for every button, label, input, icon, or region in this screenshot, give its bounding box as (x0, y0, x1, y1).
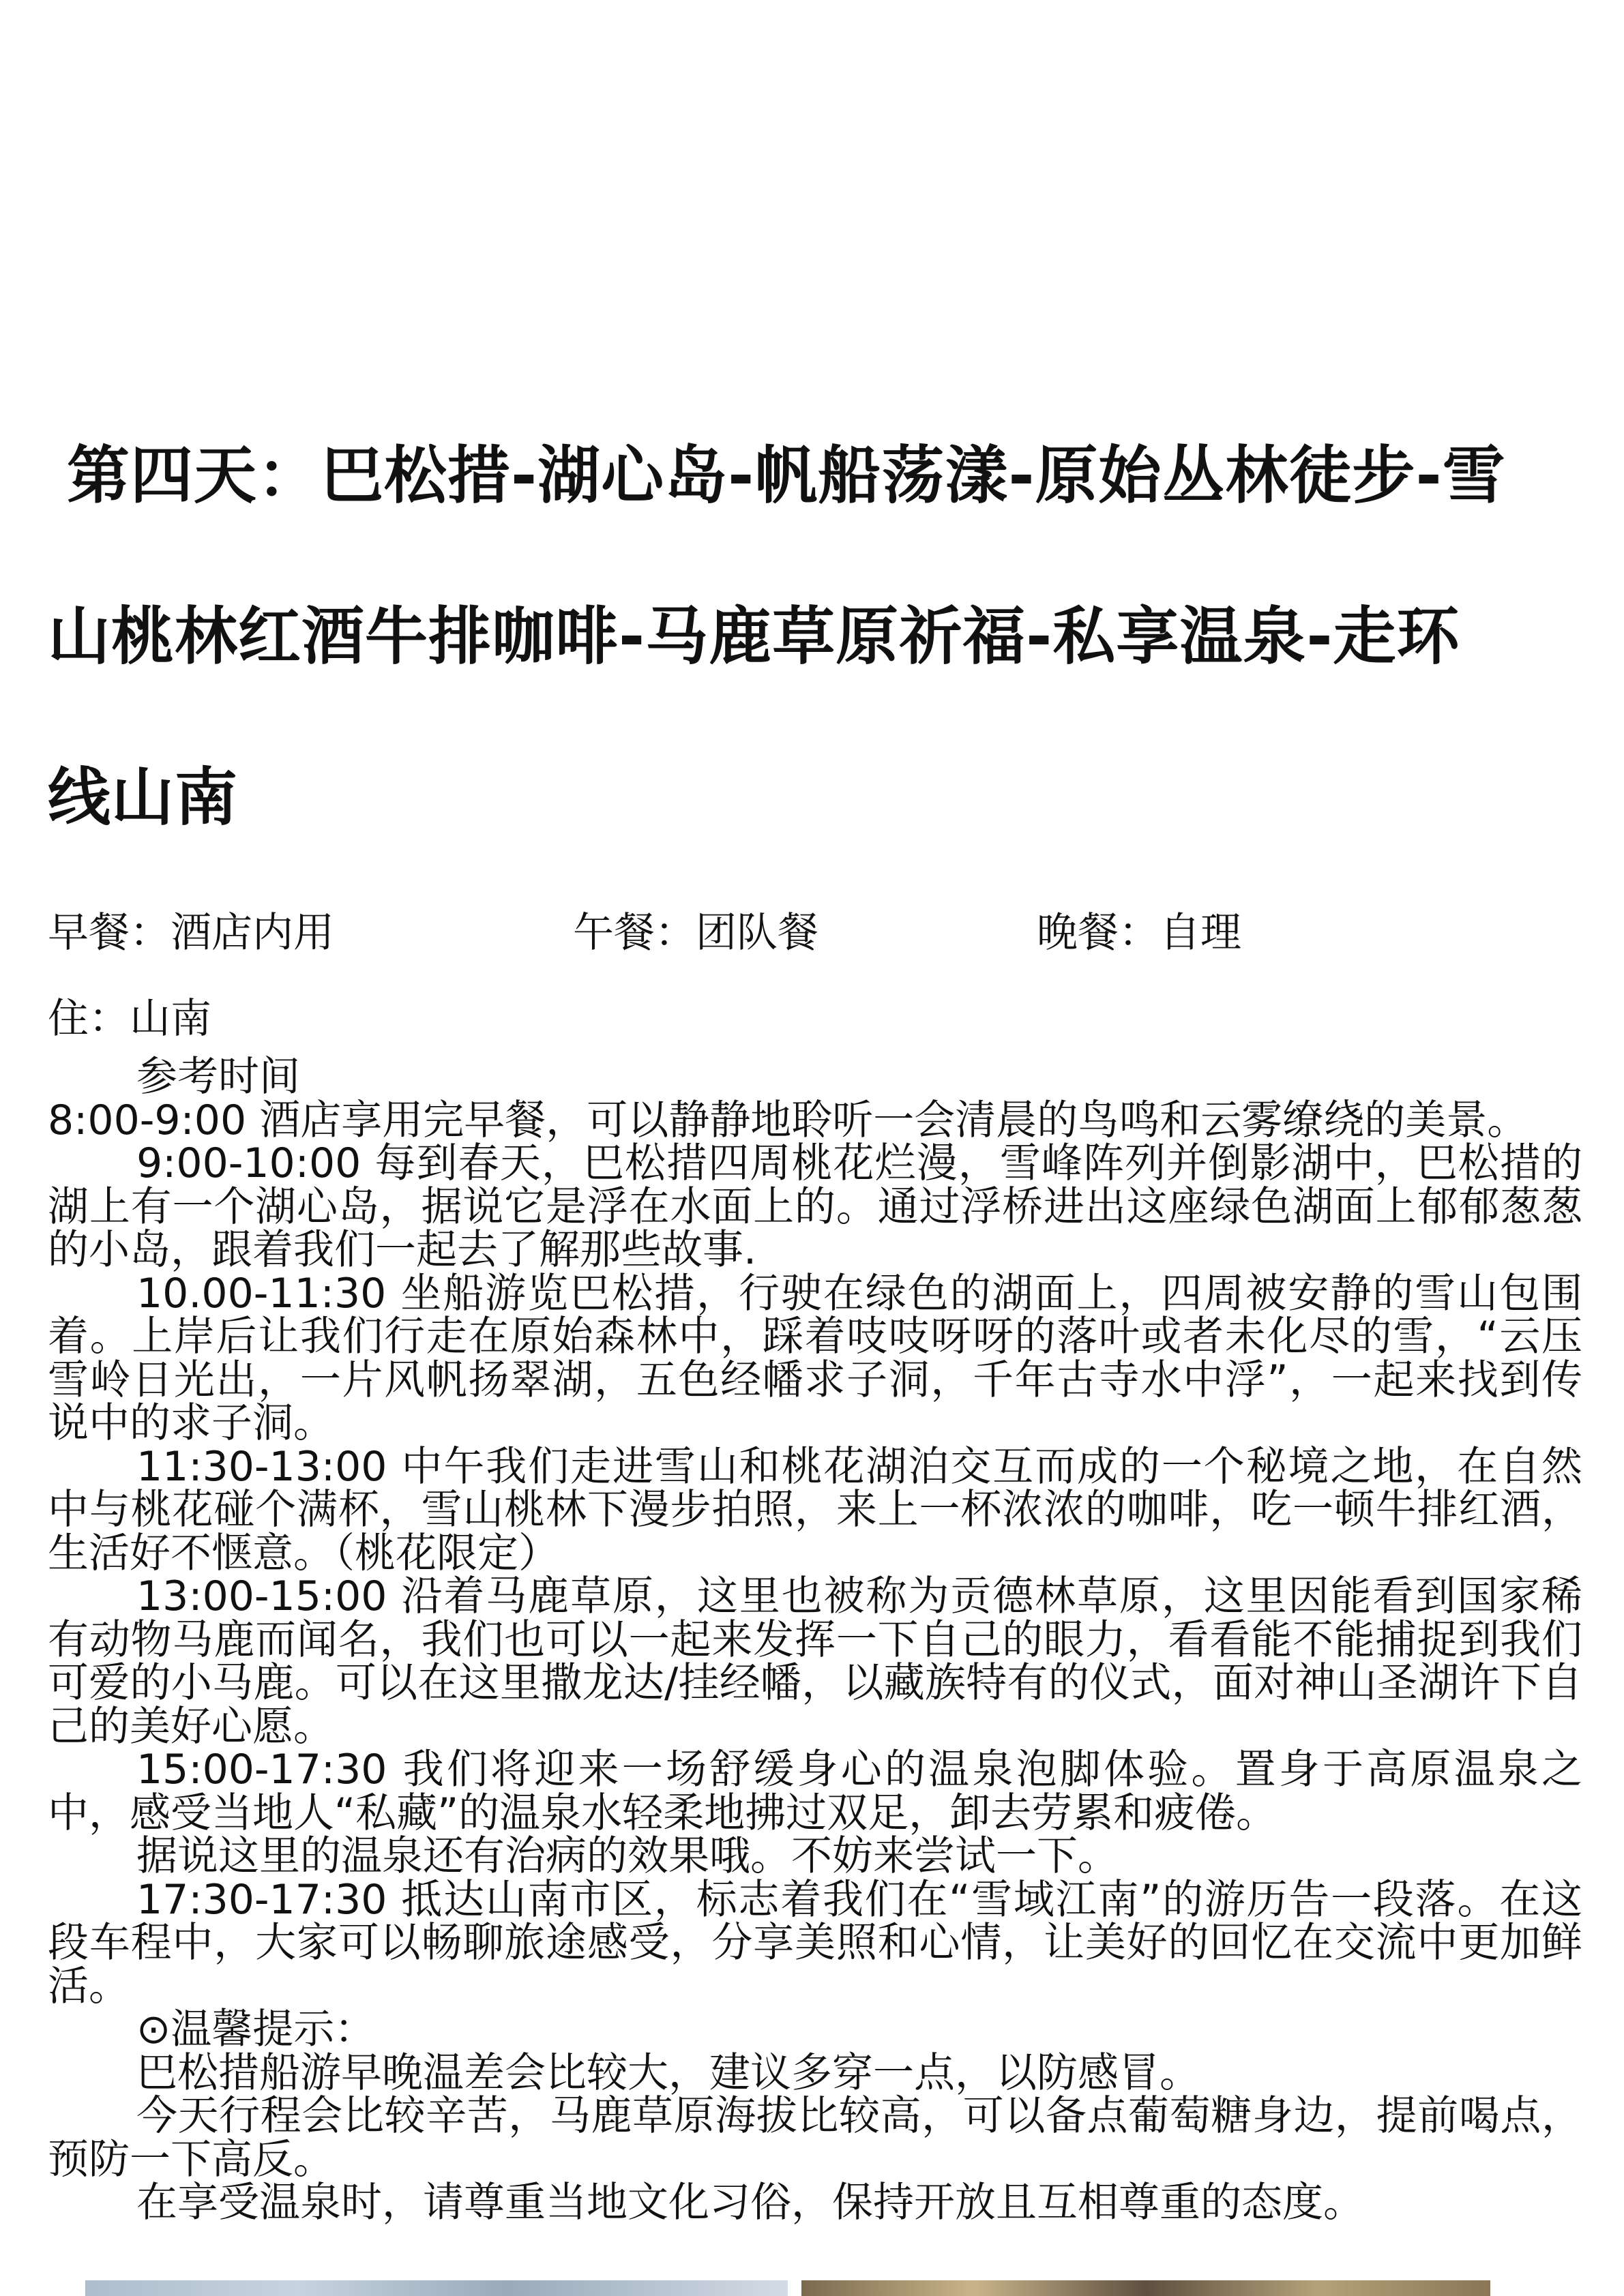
day-title-line-2: 山桃林红酒牛排咖啡-马鹿草原祈福-私享温泉-走环 (48, 600, 1460, 673)
meals-row (48, 906, 1582, 960)
landscape-photo (801, 2280, 1490, 2296)
itinerary-paragraph: 17:30-17:30 抵达山南市区，标志着我们在“雪域江南”的游历告一段落。在这段车程中，大家可以畅聊旅途感受，分享美照和心情，让美好的回忆在交流中更加鲜活。 (48, 1875, 1582, 2010)
lunch-info: 午餐：团队餐 (573, 909, 818, 957)
itinerary-paragraph: 13:00-15:00 沿着马鹿草原，这里也被称为贡德林草原，这里因能看到国家稀有动物马鹿而闻名，我们也可以一起来发挥一下自己的眼力，看看能不能捕捉到我们可爱的小马鹿。可以在这里撒龙达/挂经幡，以藏族特有的仪式，面对神山圣湖许下自己的美好心愿。 (48, 1572, 1582, 1750)
itinerary-paragraph: 10.00-11:30 坐船游览巴松措，行驶在绿色的湖面上，四周被安静的雪山包围着。上岸后让我们行走在原始森林中，踩着吱吱呀呀的落叶或者未化尽的雪，“云压雪岭日光出，一片风帆扬翠湖，五色经幡求子洞，千年古寺水中浮”，一起来找到传说中的求子洞。 (48, 1269, 1582, 1447)
accommodation-info: 住：山南 (48, 995, 211, 1043)
photo-strip (0, 2280, 1624, 2296)
itinerary-paragraph: 9:00-10:00 每到春天，巴松措四周桃花烂漫，雪峰阵列并倒影湖中，巴松措的湖上有一个湖心岛，据说它是浮在水面上的。通过浮桥进出这座绿色湖面上郁郁葱葱的小岛，跟着我们一起去了解那些故事. (48, 1139, 1582, 1274)
itinerary-body (48, 1053, 1582, 2226)
day-title (48, 396, 1582, 878)
itinerary-paragraph: 15:00-17:30 我们将迎来一场舒缓身心的温泉泡脚体验。置身于高原温泉之中，感受当地人“私藏”的温泉水轻柔地拂过双足，卸去劳累和疲倦。 (48, 1746, 1582, 1837)
tip-item: 巴松措船游早晚温差会比较大，建议多穿一点，以防感冒。 (136, 2048, 1200, 2097)
tip-item: 今天行程会比较辛苦，马鹿草原海拔比较高，可以备点葡萄糖身边，提前喝点，预防一下高反。 (48, 2092, 1582, 2183)
day-title-line-3: 线山南 (48, 761, 239, 834)
day-title-line-1: 第四天：巴松措-湖心岛-帆船荡漾-原始丛林徒步-雪 (67, 439, 1506, 512)
itinerary-paragraph: 8:00-9:00 酒店享用完早餐，可以静静地聆听一会清晨的鸟鸣和云雾缭绕的美景。 (48, 1096, 1529, 1144)
itinerary-paragraph: 据说这里的温泉还有治病的效果哦。不妨来尝试一下。 (136, 1832, 1119, 1880)
dinner-info: 晚餐：自理 (1037, 909, 1241, 957)
itinerary-paragraph: 11:30-13:00 中午我们走进雪山和桃花湖泊交互而成的一个秘境之地，在自然中与桃花碰个满杯，雪山桃林下漫步拍照，来上一杯浓浓的咖啡，吃一顿牛排红酒，生活好不惬意。（桃花限定） (48, 1442, 1582, 1577)
breakfast-info: 早餐：酒店内用 (48, 909, 334, 957)
tip-item: 在享受温泉时，请尊重当地文化习俗，保持开放且互相尊重的态度。 (136, 2179, 1364, 2226)
lake-photo (85, 2280, 788, 2296)
tips-heading: ⊙温馨提示： (136, 2006, 376, 2053)
itinerary-heading: 参考时间 (136, 1053, 300, 1101)
